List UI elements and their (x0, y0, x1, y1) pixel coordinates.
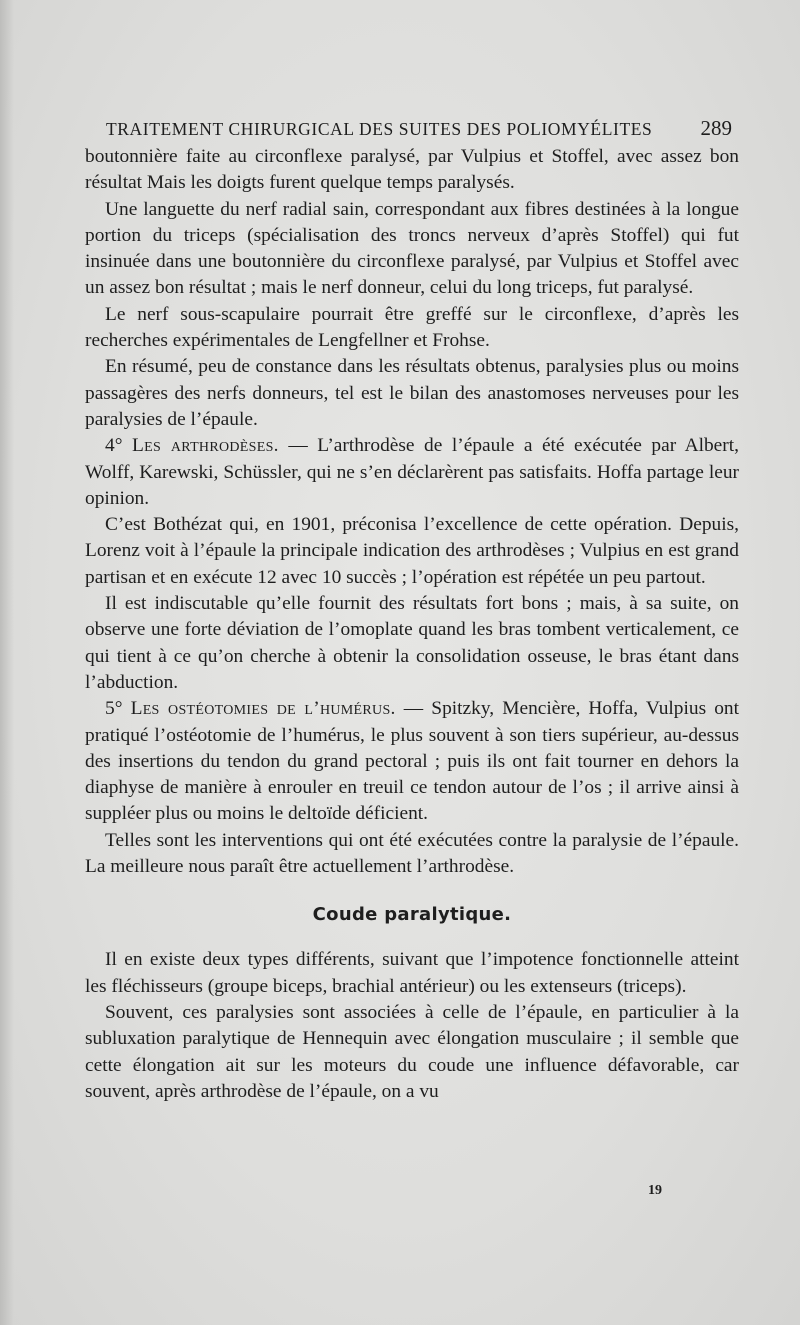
running-title: TRAITEMENT CHIRURGICAL DES SUITES DES POLIOMYÉLITES (106, 119, 653, 139)
paragraph (85, 1000, 739, 1105)
paragraph (85, 512, 739, 591)
paragraph-text: En résumé, peu de constance dans les résultats obtenus, paralysies plus ou moins passagères des nerfs donneurs, tel est le bilan des anastomoses nerveuses pour les paralysies de l’épaule. (85, 356, 739, 430)
paragraph (85, 947, 739, 1000)
paragraph-text: Souvent, ces paralysies sont associées à celle de l’épaule, en particulier à la subluxation paralytique de Hennequin avec élongation musculaire ; il semble que cette élongation ait sur les moteurs du coude une influence défavorable, car souvent, après arthrodèse de l’épaule, on a vu (85, 1001, 739, 1102)
paragraph-text: Telles sont les interventions qui ont été exécutées contre la paralysie de l’épaule. La meilleure nous paraît être actuellement l’arthrodèse. (85, 829, 739, 878)
section-number: 4° (105, 435, 132, 457)
running-header (106, 116, 732, 146)
section-heading: Coude paralytique. (312, 904, 512, 926)
subsection-title: Les arthrodèses. (131, 435, 279, 457)
paragraph (85, 591, 739, 696)
paragraph-section-arthrodeses (85, 433, 739, 512)
paragraph-text: — Spitzky, Mencière, Hoffa, Vulpius ont pratiqué l’ostéotomie de l’humérus, le plus souvent à son tiers supérieur, au-dessus des insertions du tendon du grand pectoral ; puis ils ont fait tourner en dehors la diaphyse de manière à enrouler en treuil ce tendon autour de l’os ; il arrive ainsi à suppléer plus ou moins le deltoïde déficient. (85, 698, 739, 825)
paragraph-text: Il est indiscutable qu’elle fournit des résultats fort bons ; mais, à sa suite, on observe une forte déviation de l’omoplate quand les bras tombent verticalement, ce qui tient à ce qu’on cherche à obtenir la consolidation osseuse, le bras étant dans l’abduction. (85, 593, 739, 693)
paragraph-text: C’est Bothézat qui, en 1901, préconisa l’excellence de cette opération. Depuis, Lorenz voit à l’épaule la principale indication des arthrodèses ; Vulpius en est grand partisan et en exécute 12 avec 10 succès ; l’opération est répétée un peu partout. (85, 514, 739, 588)
paragraph (85, 197, 739, 302)
page-gutter-shadow (0, 0, 14, 1325)
paragraph-text: Une languette du nerf radial sain, correspondant aux fibres destinées à la longue portion du triceps (spécialisation des troncs nerveux d’après Stoffel) qui fut insinuée dans une boutonnière du circonflexe paralysé, par Vulpius et Stoffel avec un assez bon résultat ; mais le nerf donneur, celui du long triceps, fut paralysé. (85, 198, 739, 299)
body-text (85, 144, 739, 1105)
paragraph (85, 354, 739, 433)
paragraph (85, 302, 739, 355)
signature-mark: 19 (648, 1183, 662, 1198)
paragraph-text: — L’arthrodèse de l’épaule a été exécutée par Albert, Wolff, Karewski, Schüssler, qui ne s’en déclarèrent pas satisfaits. Hoffa partage leur opinion. (85, 435, 739, 509)
paragraph (85, 144, 739, 197)
subsection-title: Les ostéotomies de l’humérus. (130, 698, 396, 720)
paragraph-text: boutonnière faite au circonflexe paralysé, par Vulpius et Stoffel, avec assez bon résultat Mais les doigts furent quelque temps paralysés. (85, 146, 739, 194)
paragraph-text: Il en existe deux types différents, suivant que l’impotence fonctionnelle atteint les fléchisseurs (groupe biceps, brachial antérieur) ou les extenseurs (triceps). (85, 949, 739, 997)
paragraph (85, 828, 739, 881)
section-number: 5° (105, 698, 131, 720)
paragraph-text: Le nerf sous-scapulaire pourrait être greffé sur le circonflexe, d’après les recherches expérimentales de Lengfellner et Frohse. (85, 303, 739, 352)
page-number: 289 (700, 116, 732, 140)
paragraph-section-osteotomies (85, 696, 739, 827)
